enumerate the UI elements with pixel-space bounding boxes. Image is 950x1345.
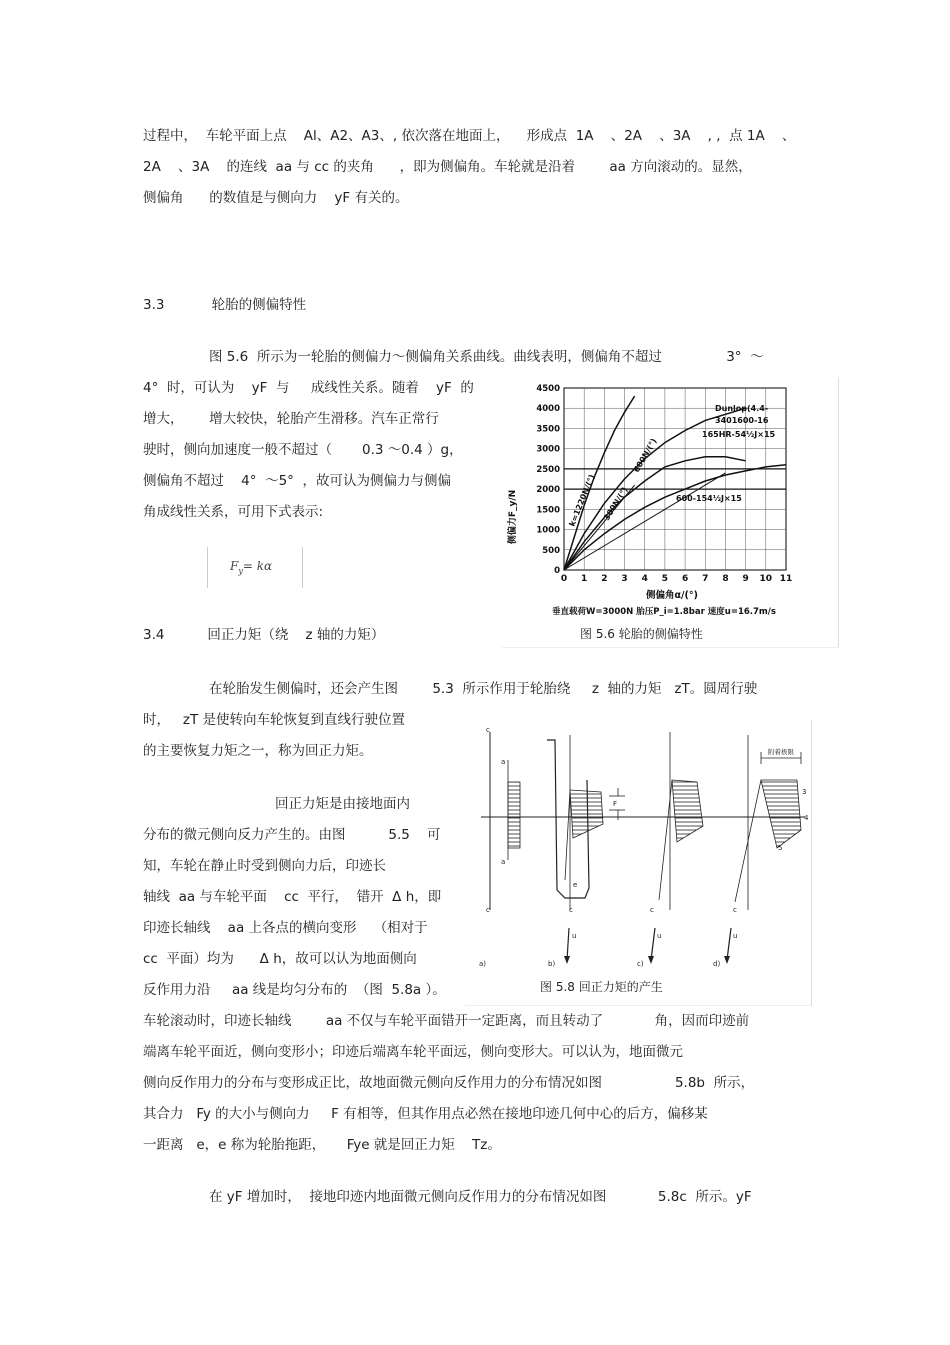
text-line: 知，车轮在静止时受到侧向力后，印迹长: [143, 858, 386, 874]
diagram-letter: c: [486, 726, 490, 734]
text-line: 侧偏角不超过 4° ～5° ，故可认为侧偏力与侧偏: [143, 473, 452, 489]
text-line: 回正力矩是由接地面内: [275, 796, 410, 812]
text-line: 4° 时，可认为 yF 与 成线性关系。随着 yF 的: [143, 380, 474, 396]
diagram-letter: u: [733, 932, 738, 940]
diagram-letter: 4: [804, 814, 809, 822]
curve-label: Dunlop(4.4-: [715, 404, 769, 413]
y-tick-label: 4500: [536, 384, 560, 394]
text-line: 分布的微元侧向反力产生的。由图 5.5 可: [143, 827, 441, 843]
text-line: 车轮滚动时，印迹长轴线 aa 不仅与车轮平面错开一定距离，而且转动了 角，因而印迹前: [143, 1013, 750, 1029]
x-tick-label: 4: [641, 574, 648, 584]
diagram-letter: u: [572, 932, 577, 940]
text-line: 驶时，侧向加速度一般不超过（ 0.3 ～0.4 ）g，: [143, 442, 463, 458]
x-tick-label: 3: [621, 574, 628, 584]
section-heading-3-3: 3.3 轮胎的侧偏特性: [143, 297, 307, 313]
text-line: 印迹长轴线 aa 上各点的横向变形 （相对于: [143, 920, 428, 936]
panel-label: c): [637, 960, 644, 968]
diagram-letter: u: [657, 932, 662, 940]
y-tick-label: 2500: [536, 464, 560, 475]
adhesion-limit-note: 附着极限: [768, 748, 794, 756]
curve-label: 165HR-54½J×15: [702, 430, 776, 439]
y-tick-label: 1000: [536, 525, 560, 536]
y-tick-label: 3500: [536, 424, 560, 435]
series-line: [564, 465, 786, 570]
tire-cornering-chart: [502, 377, 838, 647]
text-line: 端离车轮平面近，侧向变形小；印迹后端离车轮平面远，侧向变形大。可以认为，地面微元: [143, 1044, 683, 1060]
curve-label: 3401600-16: [715, 416, 769, 425]
y-tick-label: 4000: [536, 404, 560, 415]
y-tick-label: 0: [554, 566, 560, 576]
text-line: 过程中， 车轮平面上点 Al、A2、A3、, 依次落在地面上， 形成点 1A 、2A 、3A , , 点 1A 、: [143, 128, 796, 144]
x-tick-label: 8: [722, 574, 729, 584]
panel-label: a): [479, 960, 487, 968]
y-axis-label: 侧偏力F_y/N: [508, 489, 518, 545]
x-tick-label: 0: [560, 574, 568, 584]
y-tick-label: 1500: [536, 505, 560, 516]
curve-label: k=1220N/(°): [567, 473, 597, 528]
figure-5-6: [502, 377, 839, 648]
diagram-letter: 3: [802, 788, 807, 796]
diagram-letter: c: [650, 906, 654, 914]
series-line: [564, 396, 635, 570]
text-line: 在轮胎发生侧偏时，还会产生图 5.3 所示作用于轮胎绕 z 轴的力矩 zT。圆周行驶: [209, 681, 758, 697]
diagram-letter: 5: [778, 844, 783, 852]
diagram-letter: c: [733, 906, 737, 914]
panel-label: b): [548, 960, 556, 968]
x-axis-label: 侧偏角α/(°): [646, 590, 698, 601]
text-line: 时， zT 是使转向车轮恢复到直线行驶位置: [143, 712, 405, 728]
text-line: 在 yF 增加时， 接地印迹内地面微元侧向反作用力的分布情况如图 5.8c 所示。yF: [209, 1189, 752, 1205]
x-tick-label: 11: [779, 574, 793, 584]
y-tick-label: 2000: [536, 485, 560, 496]
panel-label: d): [713, 960, 721, 968]
x-tick-label: 2: [601, 574, 608, 584]
text-line: 其合力 Fy 的大小与侧向力 F 有相等，但其作用点必然在接地印迹几何中心的后方，偏移某: [143, 1106, 708, 1122]
x-tick-label: 1: [581, 574, 588, 584]
x-tick-label: 7: [702, 574, 709, 584]
formula-text: $F_y= k\alpha$: [230, 559, 273, 576]
formula-box: [207, 547, 303, 588]
x-tick-label: 5: [661, 574, 669, 584]
curve-label: 300N/(°): [602, 485, 630, 523]
figure-5-8: [465, 720, 812, 1006]
chart-footer: 垂直载荷W=3000N 胎压P_i=1.8bar 速度u=16.7m/s: [552, 607, 776, 617]
x-tick-label: 6: [681, 574, 689, 584]
y-tick-label: 3000: [536, 444, 560, 455]
y-tick-label: 500: [542, 545, 560, 556]
diagram-letter: e: [573, 881, 578, 889]
figure-caption: 图 5.8 回正力矩的产生: [540, 980, 663, 994]
diagram-letter: c: [569, 906, 573, 914]
section-heading-3-4: 3.4 回正力矩（绕 z 轴的力矩）: [143, 627, 385, 643]
text-line: 一距离 e，e 称为轮胎拖距， Fye 就是回正力矩 Tz。: [143, 1137, 501, 1153]
curve-label: 600-154½J×15: [676, 494, 742, 503]
x-tick-label: 10: [759, 574, 773, 584]
text-line: 图 5.6 所示为一轮胎的侧偏力～侧偏角关系曲线。曲线表明，侧偏角不超过 3° ～: [209, 349, 764, 365]
text-line: cc 平面）均为 Δ h，故可以认为地面侧向: [143, 951, 417, 967]
text-line: 侧向反作用力的分布与变形成正比，故地面微元侧向反作用力的分布情况如图 5.8b 所示，: [143, 1075, 755, 1091]
figure-caption: 图 5.6 轮胎的侧偏特性: [580, 627, 703, 641]
text-line: 轴线 aa 与车轮平面 cc 平行， 错开 Δ h，即: [143, 889, 442, 905]
text-line: 角成线性关系，可用下式表示:: [143, 504, 324, 520]
series-line: [564, 457, 746, 570]
text-line: 的主要恢复力矩之一，称为回正力矩。: [143, 743, 373, 759]
curve-label: 600N/(°): [631, 436, 659, 474]
text-line: 侧偏角 的数值是与侧向力 yF 有关的。: [143, 190, 409, 206]
text-line: 增大， 增大较快，轮胎产生滑移。汽车正常行: [143, 411, 439, 427]
diagram-letter: c: [486, 906, 490, 914]
diagram-letter: a: [501, 758, 506, 766]
x-tick-label: 9: [742, 574, 749, 584]
diagram-letter: a: [501, 858, 506, 866]
text-line: 反作用力沿 aa 线是均匀分布的 （图 5.8a ）。: [143, 982, 446, 998]
diagram-letter: F: [613, 800, 618, 808]
text-line: 2A 、3A 的连线 aa 与 cc 的夹角 ，即为侧偏角。车轮就是沿着 aa 方向滚动的。显然，: [143, 159, 752, 175]
aligning-moment-diagram: [465, 720, 811, 1005]
